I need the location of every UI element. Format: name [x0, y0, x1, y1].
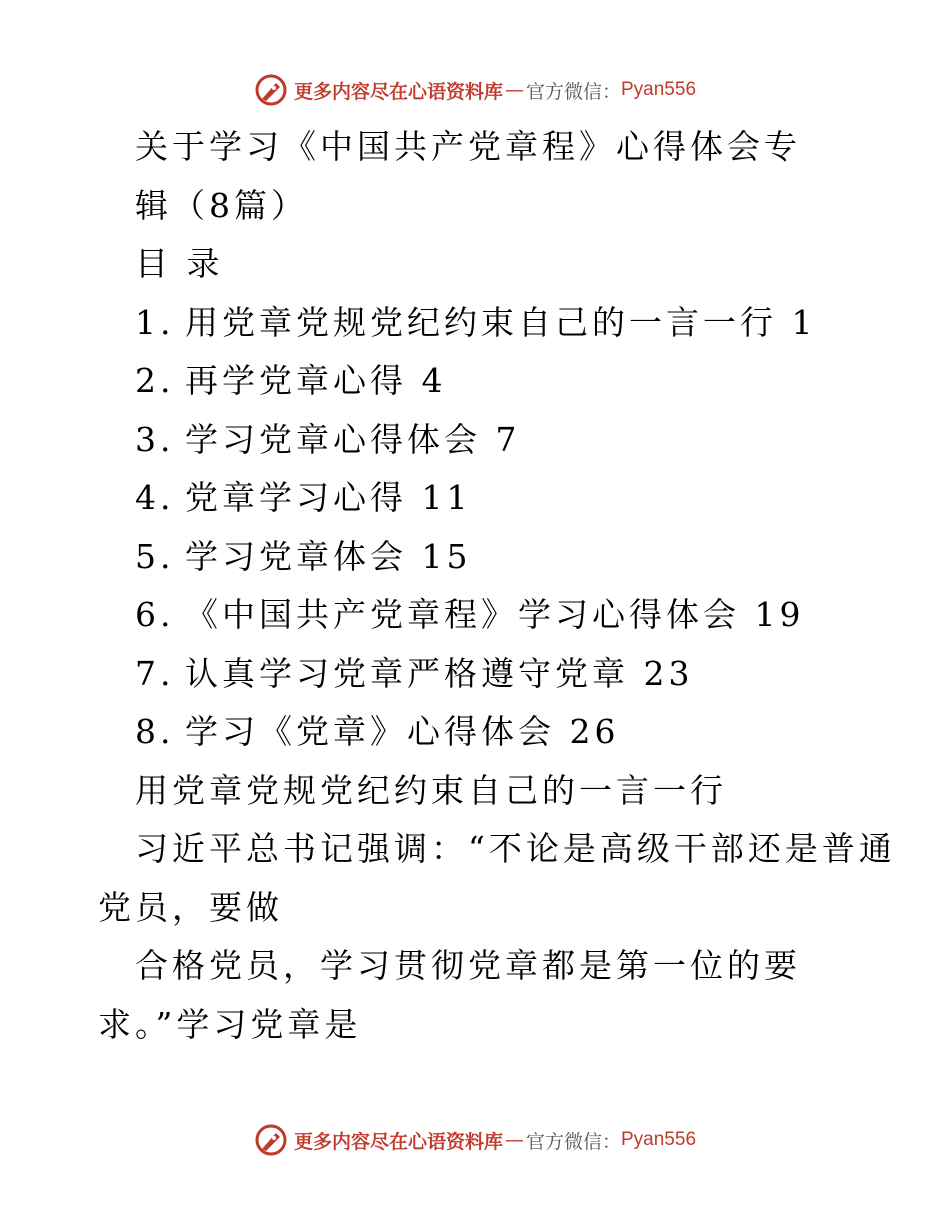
toc-item-text: 学习党章体会 15: [185, 536, 472, 576]
table-of-contents: [98, 294, 888, 762]
toc-item[interactable]: [98, 469, 888, 528]
toc-item-text: 学习党章心得体会 7: [185, 419, 521, 459]
toc-item-text: 党章学习心得 11: [185, 478, 472, 517]
paragraph-1-line-2: 党员，要做: [98, 887, 283, 927]
toc-item-text: 用党章党规党纪约束自己的一言一行 1: [185, 302, 817, 342]
document-body: [98, 118, 896, 1054]
banner-brand-text: 更多内容尽在心语资料库: [293, 1130, 503, 1153]
banner-wechat-account: Pyan556: [621, 79, 697, 100]
toc-item-number: 5.: [135, 536, 175, 576]
toc-heading: 目 录: [135, 244, 224, 283]
banner-brand-text: 更多内容尽在心语资料库: [293, 80, 503, 103]
toc-item[interactable]: [98, 294, 888, 353]
banner-separator: —: [504, 1129, 524, 1151]
toc-item-number: 8.: [135, 712, 175, 751]
toc-item-text: 认真学习党章严格遵守党章 23: [185, 653, 694, 693]
toc-item[interactable]: [98, 352, 888, 411]
document-title-line-2: 辑（8篇）: [135, 185, 308, 225]
toc-item-text: 《中国共产党章程》学习心得体会 19: [185, 595, 805, 634]
section-title: 用党章党规党纪约束自己的一言一行: [135, 770, 727, 810]
banner-wechat-account: Pyan556: [621, 1129, 697, 1150]
paragraph-2-line-1: 合格党员，学习贯彻党章都是第一位的要: [135, 946, 801, 985]
toc-item[interactable]: [98, 645, 888, 704]
paragraph-2-line-2: 求。”学习党章是: [98, 1004, 362, 1044]
banner-wechat-label: 官方微信：: [525, 1130, 621, 1153]
pen-nib-logo-icon: [254, 1123, 288, 1157]
paragraph-1-line-1: 习近平总书记强调：“不论是高级干部还是普通: [135, 829, 896, 868]
toc-item-number: 4.: [135, 478, 175, 517]
toc-item[interactable]: [98, 411, 888, 470]
banner-wechat-label: 官方微信：: [525, 80, 621, 103]
pen-nib-logo-icon: [254, 73, 288, 107]
toc-item-number: 3.: [135, 419, 175, 459]
toc-item-text: 学习《党章》心得体会 26: [185, 712, 620, 751]
toc-item[interactable]: [98, 528, 888, 587]
toc-item-number: 1.: [135, 302, 175, 342]
toc-item[interactable]: [98, 703, 888, 762]
toc-item[interactable]: [98, 586, 888, 645]
document-title-line-1: 关于学习《中国共产党章程》心得体会专: [135, 127, 801, 166]
toc-item-number: 7.: [135, 653, 175, 693]
header-watermark-banner: [0, 70, 950, 110]
toc-item-number: 2.: [135, 361, 175, 400]
toc-item-number: 6.: [135, 595, 175, 634]
footer-watermark-banner: [0, 1120, 950, 1160]
toc-item-text: 再学党章心得 4: [185, 361, 447, 400]
banner-separator: —: [504, 79, 524, 101]
